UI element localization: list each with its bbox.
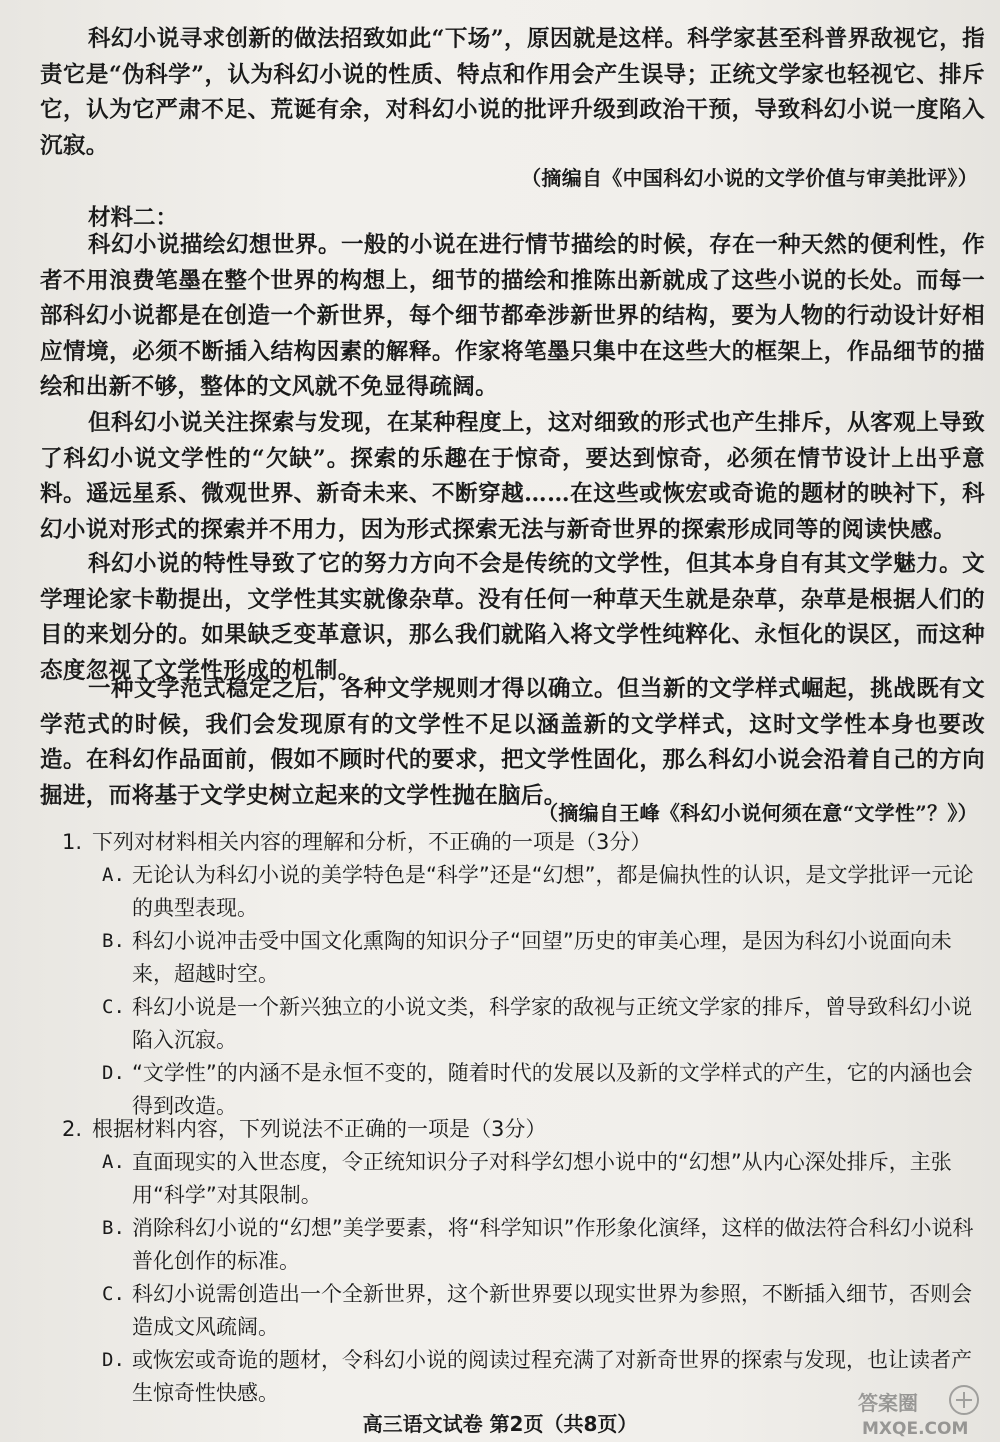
question-2-option-a[interactable] — [62, 1146, 982, 1212]
question-1-option-c[interactable] — [62, 991, 982, 1057]
option-text: 直面现实的入世态度，令正统知识分子对科学幻想小说中的“幻想”从内心深处排斥，主张用“科学”对其限制。 — [132, 1150, 952, 1207]
question-2-text: 根据材料内容，下列说法不正确的一项是（3分） — [92, 1117, 547, 1141]
option-letter: D. — [102, 1062, 125, 1084]
watermark-line1: 答案圈 — [858, 1391, 918, 1415]
option-text: “文学性”的内涵不是永恒不变的，随着时代的发展以及新的文学样式的产生，它的内涵也会得到改造。 — [132, 1061, 973, 1118]
material2-source: （摘编自王峰《科幻小说何须在意“文学性”？》） — [538, 801, 978, 825]
option-letter: A. — [102, 864, 125, 886]
watermark-line2: MXQE.COM — [862, 1419, 969, 1439]
question-1-option-b[interactable] — [62, 925, 982, 991]
material1-source: （摘编自《中国科幻小说的文学价值与审美批评》） — [521, 166, 978, 190]
material2-paragraph-1: 科幻小说描绘幻想世界。一般的小说在进行情节描绘的时候，存在一种天然的便利性，作者不用浪费笔墨在整个世界的构想上，细节的描绘和推陈出新就成了这些小说的长处。而每一部科幻小说都是在创造一个新世界，每个细节都牵涉新世界的结构，要为人物的行动设计好相应情境，必须不断插入结构因素的解释。作家将笔墨只集中在这些大的框架上，作品细节的描绘和出新不够，整体的文风就不免显得疏阔。 — [40, 232, 985, 400]
question-1-number: 1. — [62, 830, 83, 854]
page-footer: 高三语文试卷 第2页（共8页） — [362, 1412, 638, 1436]
option-letter: B. — [102, 1217, 125, 1239]
question-2-option-b[interactable] — [62, 1212, 982, 1278]
question-2 — [62, 1113, 982, 1410]
material1-closing-paragraph: 科幻小说寻求创新的做法招致如此“下场”，原因就是这样。科学家甚至科普界敌视它，指责它是“伪科学”，认为科幻小说的性质、特点和作用会产生误导；正统文学家也轻视它、排斥它，认为它严肃不足、荒诞有余，对科幻小说的批评升级到政治干预，导致科幻小说一度陷入沉寂。 — [40, 26, 985, 159]
question-2-option-d[interactable] — [62, 1344, 982, 1410]
question-1-stem — [62, 826, 982, 859]
option-letter: B. — [102, 930, 125, 952]
material2-paragraph-2: 但科幻小说关注探索与发现，在某种程度上，这对细致的形式也产生排斥，从客观上导致了科幻小说文学性的“欠缺”。探索的乐趣在于惊奇，要达到惊奇，必须在情节设计上出乎意料。遥远星系、微观世界、新奇未来、不断穿越……在这些或恢宏或奇诡的题材的映衬下，科幻小说对形式的探索并不用力，因为形式探索无法与新奇世界的探索形成同等的阅读快感。 — [40, 410, 985, 543]
option-text: 消除科幻小说的“幻想”美学要素，将“科学知识”作形象化演绎，这样的做法符合科幻小说科普化创作的标准。 — [132, 1216, 974, 1273]
question-1-option-a[interactable] — [62, 859, 982, 925]
material2-paragraph-4: 一种文学范式稳定之后，各种文学规则才得以确立。但当新的文学样式崛起，挑战既有文学范式的时候，我们会发现原有的文学性不足以涵盖新的文学样式，这时文学性本身也要改造。在科幻作品面前，假如不顾时代的要求，把文学性固化，那么科幻小说会沿着自己的方向掘进，而将基于文学史树立起来的文学性抛在脑后。 — [40, 676, 985, 809]
option-letter: A. — [102, 1151, 125, 1173]
watermark-logo — [854, 1380, 982, 1440]
option-letter: C. — [102, 996, 125, 1018]
question-1 — [62, 826, 982, 1123]
material2-paragraph-3: 科幻小说的特性导致了它的努力方向不会是传统的文学性，但其本身自有其文学魅力。文学理论家卡勒提出，文学性其实就像杂草。没有任何一种草天生就是杂草，杂草是根据人们的目的来划分的。如果缺乏变革意识，那么我们就陷入将文学性纯粹化、永恒化的误区，而这种态度忽视了文学性形成的机制。 — [40, 551, 985, 684]
option-text: 科幻小说需创造出一个全新世界，这个新世界要以现实世界为参照，不断插入细节，否则会造成文风疏阔。 — [132, 1282, 972, 1339]
option-text: 科幻小说是一个新兴独立的小说文类，科学家的敌视与正统文学家的排斥，曾导致科幻小说陷入沉寂。 — [132, 995, 972, 1052]
material2-heading: 材料二： — [88, 205, 179, 231]
option-text: 或恢宏或奇诡的题材，令科幻小说的阅读过程充满了对新奇世界的探索与发现，也让读者产生惊奇性快感。 — [132, 1348, 972, 1405]
option-text: 无论认为科幻小说的美学特色是“科学”还是“幻想”，都是偏执性的认识，是文学批评一元论的典型表现。 — [132, 863, 974, 920]
question-2-number: 2. — [62, 1117, 83, 1141]
question-2-stem — [62, 1113, 982, 1146]
option-text: 科幻小说冲击受中国文化熏陶的知识分子“回望”历史的审美心理，是因为科幻小说面向未来，超越时空。 — [132, 929, 952, 986]
question-1-text: 下列对材料相关内容的理解和分析，不正确的一项是（3分） — [92, 830, 652, 854]
question-2-option-c[interactable] — [62, 1278, 982, 1344]
option-letter: D. — [102, 1349, 125, 1371]
option-letter: C. — [102, 1283, 125, 1305]
